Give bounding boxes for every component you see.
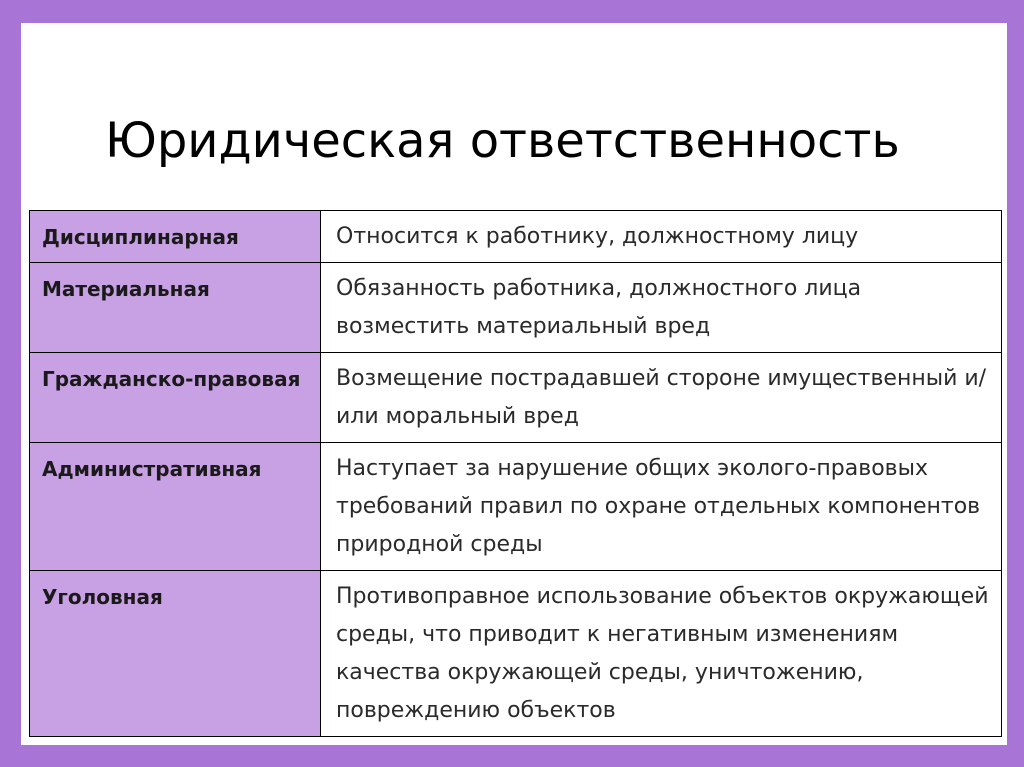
term-cell: Дисциплинарная [30, 211, 321, 263]
table-row [30, 353, 1002, 443]
slide-title: Юридическая ответственность [105, 113, 900, 169]
table-row [30, 263, 1002, 353]
description-cell: Относится к работнику, должностному лицу [321, 211, 1002, 263]
table-row [30, 443, 1002, 571]
term-cell: Гражданско-правовая [30, 353, 321, 443]
slide [21, 23, 1007, 745]
description-cell: Обязанность работника, должностного лица возместить материальный вред [321, 263, 1002, 353]
description-cell: Возмещение пострадавшей стороне имущественный и/или моральный вред [321, 353, 1002, 443]
table-row [30, 571, 1002, 737]
term-cell: Материальная [30, 263, 321, 353]
description-cell: Наступает за нарушение общих эколого-правовых требований правил по охране отдельных компонентов природной среды [321, 443, 1002, 571]
term-cell: Уголовная [30, 571, 321, 737]
term-cell: Административная [30, 443, 321, 571]
responsibility-table [29, 210, 1002, 737]
description-cell: Противоправное использование объектов окружающей среды, что приводит к негативным изменениям качества окружающей среды, уничтожению, повреждению объектов [321, 571, 1002, 737]
table-row [30, 211, 1002, 263]
